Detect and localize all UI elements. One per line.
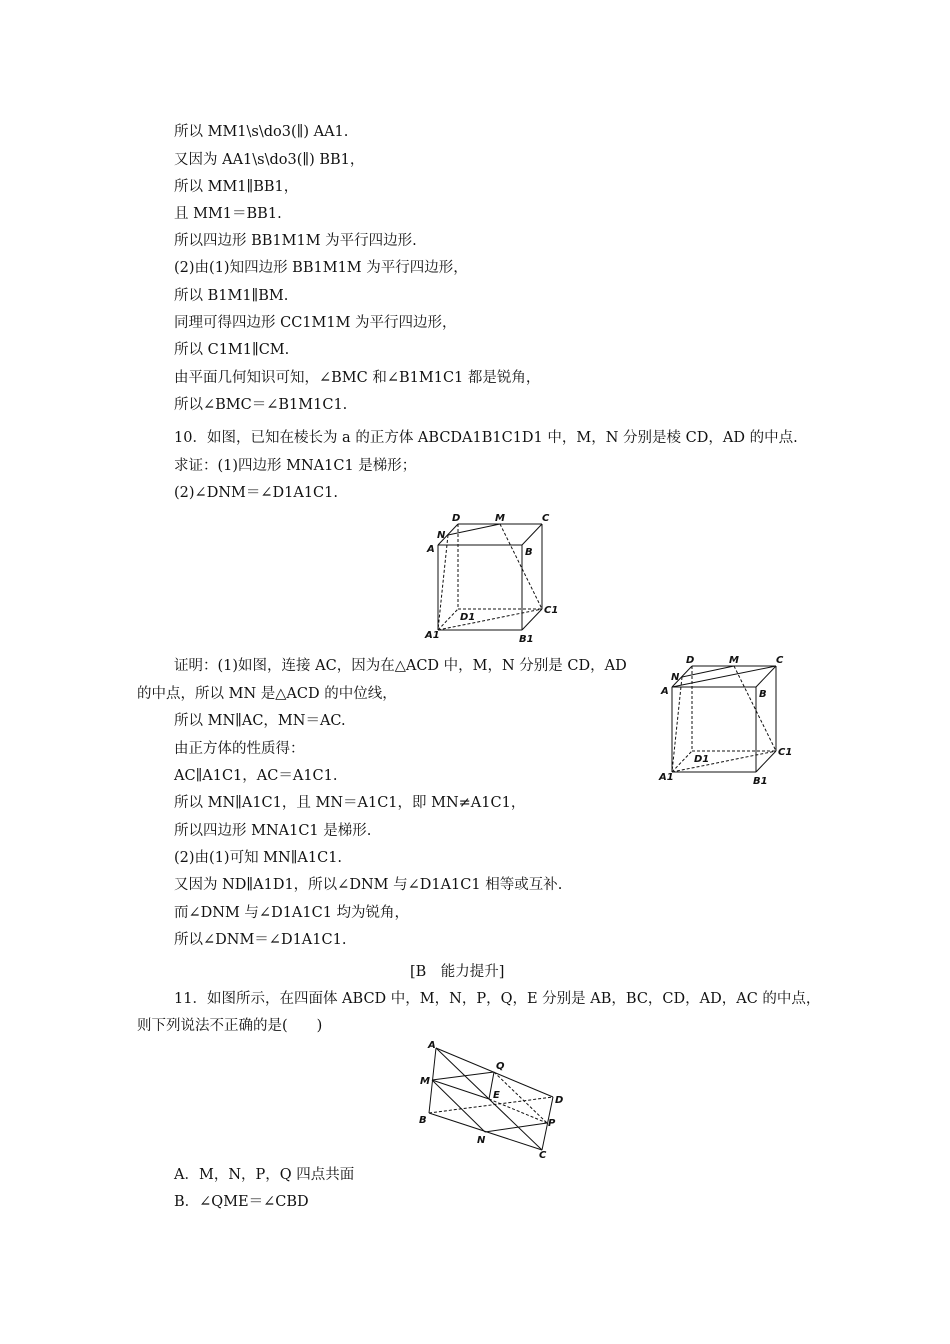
cube-label-D: D bbox=[452, 513, 461, 524]
question-11-line-2: 则下列说法不正确的是( ) bbox=[137, 1018, 323, 1034]
cube-figure-proof bbox=[654, 652, 794, 787]
tet-label-M: M bbox=[420, 1076, 430, 1087]
text-line: (2)由(1)可知 MN∥A1C1. bbox=[174, 850, 343, 866]
cube-label-D1: D1 bbox=[460, 612, 476, 623]
cube-label-C1: C1 bbox=[544, 605, 559, 616]
cube-label-C: C bbox=[776, 655, 784, 666]
cube-label-B: B bbox=[525, 547, 533, 558]
text-line: (2)由(1)知四边形 BB1M1M 为平行四边形， bbox=[174, 260, 468, 276]
tet-label-P: P bbox=[548, 1118, 556, 1129]
text-line: 所以∠DNM＝∠D1A1C1. bbox=[174, 932, 347, 948]
section-title: [B 能力提升] bbox=[410, 964, 505, 980]
text-line: 且 MM1＝BB1. bbox=[174, 206, 282, 222]
cube-label-N: N bbox=[437, 530, 446, 541]
cube-label-M: M bbox=[729, 655, 739, 666]
cube-label-B: B bbox=[759, 689, 767, 700]
question-11-line-1: 11．如图所示，在四面体 ABCD 中，M，N，P，Q，E 分别是 AB，BC，CD，AD，AC 的中点， bbox=[174, 991, 821, 1007]
proof-line-1: 证明：(1)如图，连接 AC，因为在△ACD 中，M，N 分别是 CD，AD bbox=[174, 658, 627, 674]
tet-label-E: E bbox=[493, 1090, 500, 1101]
cube-label-A1: A1 bbox=[425, 630, 440, 641]
cube-label-C1: C1 bbox=[778, 747, 793, 758]
option-a: A．M，N，P，Q 四点共面 bbox=[174, 1167, 355, 1183]
cube-label-B1: B1 bbox=[519, 634, 534, 645]
text-line: 所以 B1M1∥BM. bbox=[174, 288, 289, 304]
cube-label-A: A bbox=[427, 544, 435, 555]
tet-label-C: C bbox=[539, 1150, 547, 1160]
cube-figure bbox=[420, 510, 560, 645]
text-line: 又因为 ND∥A1D1，所以∠DNM 与∠D1A1C1 相等或互补. bbox=[174, 877, 563, 893]
tet-label-B: B bbox=[419, 1115, 427, 1126]
text-line: AC∥A1C1，AC＝A1C1. bbox=[174, 768, 338, 784]
text-line: 所以∠BMC＝∠B1M1C1. bbox=[174, 397, 348, 413]
question-10-stem: 10．如图，已知在棱长为 a 的正方体 ABCDA1B1C1D1 中，M，N 分别是棱 CD，AD 的中点. bbox=[174, 430, 798, 446]
cube-label-D1: D1 bbox=[694, 754, 710, 765]
text-line: 所以四边形 BB1M1M 为平行四边形. bbox=[174, 233, 417, 249]
cube-label-A: A bbox=[661, 686, 669, 697]
text-line: 所以四边形 MNA1C1 是梯形. bbox=[174, 823, 372, 839]
cube-label-D: D bbox=[686, 655, 695, 666]
option-b: B．∠QME＝∠CBD bbox=[174, 1194, 309, 1210]
cube-label-M: M bbox=[495, 513, 505, 524]
text-line: 所以 MN∥AC，MN＝AC. bbox=[174, 713, 346, 729]
tet-label-D: D bbox=[555, 1095, 564, 1106]
tetrahedron-figure bbox=[414, 1040, 574, 1160]
question-10-req2: (2)∠DNM＝∠D1A1C1. bbox=[174, 485, 338, 501]
text-line: 同理可得四边形 CC1M1M 为平行四边形， bbox=[174, 315, 457, 331]
cube-label-B1: B1 bbox=[753, 776, 768, 787]
cube-label-A1: A1 bbox=[659, 772, 674, 783]
proof-line-2: 的中点，所以 MN 是△ACD 的中位线， bbox=[137, 686, 397, 702]
text-line: 由正方体的性质得： bbox=[174, 741, 305, 757]
tet-label-A: A bbox=[428, 1040, 436, 1051]
tet-label-Q: Q bbox=[496, 1061, 505, 1072]
text-line: 所以 MM1\s\do3(∥) AA1. bbox=[174, 124, 349, 140]
text-line: 又因为 AA1\s\do3(∥) BB1， bbox=[174, 152, 365, 168]
text-line: 所以 MN∥A1C1，且 MN＝A1C1，即 MN≠A1C1， bbox=[174, 795, 526, 811]
cube-label-N: N bbox=[671, 672, 680, 683]
text-line: 所以 C1M1∥CM. bbox=[174, 342, 290, 358]
cube-label-C: C bbox=[542, 513, 550, 524]
text-line: 所以 MM1∥BB1， bbox=[174, 179, 299, 195]
tet-label-N: N bbox=[477, 1135, 486, 1146]
text-line: 由平面几何知识可知，∠BMC 和∠B1M1C1 都是锐角， bbox=[174, 370, 541, 386]
text-line: 而∠DNM 与∠D1A1C1 均为锐角， bbox=[174, 905, 410, 921]
question-10-req1: 求证：(1)四边形 MNA1C1 是梯形； bbox=[174, 458, 417, 474]
